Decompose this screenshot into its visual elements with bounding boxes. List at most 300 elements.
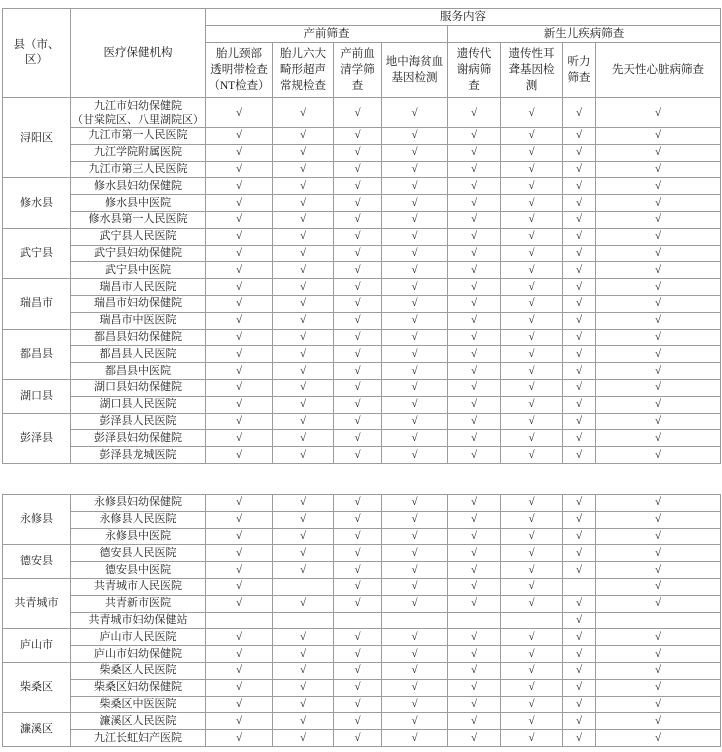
service-check-mark: √ <box>448 528 501 545</box>
table-row <box>3 730 721 747</box>
table-row <box>3 629 721 646</box>
service-check-mark: √ <box>501 595 563 612</box>
institution-cell <box>71 413 206 430</box>
service-check-mark: √ <box>448 629 501 646</box>
county-header-line: 县（市、 <box>13 39 60 51</box>
service-check-mark: √ <box>501 178 563 195</box>
service-check-mark: √ <box>448 595 501 612</box>
service-check-mark: √ <box>206 646 273 663</box>
service-check-mark: √ <box>382 578 448 595</box>
institution-name: 柴桑区中医医院 <box>99 697 177 710</box>
service-check-mark: √ <box>334 578 382 595</box>
service-check-mark: √ <box>206 629 273 646</box>
service-check-mark: √ <box>206 279 273 296</box>
service-check-mark: √ <box>273 662 334 679</box>
service-check-mark: √ <box>563 511 596 528</box>
column-header-line: 谢病筛 <box>456 64 492 76</box>
service-check-mark: √ <box>382 545 448 562</box>
service-check-mark: √ <box>273 562 334 579</box>
service-check-mark: √ <box>563 346 596 363</box>
service-check-mark: √ <box>596 646 721 663</box>
service-check-mark: √ <box>334 279 382 296</box>
column-header-line: 聋基因检 <box>508 64 555 76</box>
column-header-line: 筛查 <box>567 72 591 84</box>
service-check-mark: √ <box>448 195 501 212</box>
service-check-mark <box>206 612 273 629</box>
county-cell: 修水县 <box>3 178 71 228</box>
service-check-mark: √ <box>206 528 273 545</box>
institution-name: 柴桑区人民医院 <box>99 664 177 677</box>
service-check-mark: √ <box>501 128 563 145</box>
service-check-mark: √ <box>501 195 563 212</box>
service-check-mark: √ <box>448 128 501 145</box>
service-check-mark: √ <box>206 413 273 430</box>
service-check-mark: √ <box>596 430 721 447</box>
service-check-mark: √ <box>206 511 273 528</box>
service-check-mark: √ <box>501 346 563 363</box>
institution-name: 湖口县妇幼保健院 <box>94 381 182 394</box>
column-header-line: 产前血 <box>340 48 375 60</box>
institution-name: 都昌县中医院 <box>105 364 171 377</box>
service-check-mark: √ <box>206 447 273 464</box>
table-row <box>3 279 721 296</box>
institution-cell <box>71 578 206 595</box>
column-header-line: 先天性心脏病筛查 <box>612 64 704 76</box>
service-check-mark: √ <box>206 396 273 413</box>
table-row <box>3 312 721 329</box>
service-check-mark: √ <box>596 629 721 646</box>
service-check-mark: √ <box>273 128 334 145</box>
table-row <box>3 245 721 262</box>
service-check-mark: √ <box>563 228 596 245</box>
table-row <box>3 646 721 663</box>
institution-name: 德安县中医院 <box>105 563 171 576</box>
service-check-mark: √ <box>273 713 334 730</box>
table-row <box>3 545 721 562</box>
service-check-mark: √ <box>382 679 448 696</box>
institution-name: 湖口县人民医院 <box>99 398 177 411</box>
service-check-mark: √ <box>382 128 448 145</box>
service-check-mark: √ <box>273 295 334 312</box>
county-cell: 瑞昌市 <box>3 279 71 329</box>
institution-header: 医疗保健机构 <box>71 9 206 98</box>
service-check-mark: √ <box>563 245 596 262</box>
service-check-mark: √ <box>501 696 563 713</box>
service-check-mark: √ <box>596 262 721 279</box>
service-check-mark: √ <box>596 363 721 380</box>
service-check-mark: √ <box>596 447 721 464</box>
service-check-mark: √ <box>501 262 563 279</box>
institution-cell <box>71 447 206 464</box>
column-header-line: 测 <box>525 80 538 92</box>
service-check-mark: √ <box>273 346 334 363</box>
service-check-mark: √ <box>206 595 273 612</box>
table-row <box>3 662 721 679</box>
header-row <box>3 9 721 26</box>
screening-services-table <box>2 8 721 464</box>
service-column-header <box>563 43 596 98</box>
county-cell: 德安县 <box>3 545 71 579</box>
institution-name: 瑞昌市妇幼保健院 <box>94 297 182 310</box>
table-body <box>3 98 721 464</box>
service-check-mark: √ <box>563 679 596 696</box>
service-check-mark: √ <box>448 447 501 464</box>
column-header-line: 清学筛 <box>340 64 375 76</box>
service-check-mark: √ <box>334 396 382 413</box>
service-check-mark: √ <box>382 562 448 579</box>
service-check-mark: √ <box>563 612 596 629</box>
column-header-line: 胎儿六大 <box>280 48 326 60</box>
county-header-line: 区） <box>25 54 48 66</box>
institution-cell <box>71 144 206 161</box>
service-check-mark: √ <box>273 447 334 464</box>
institution-cell <box>71 511 206 528</box>
service-check-mark: √ <box>448 578 501 595</box>
service-check-mark: √ <box>501 713 563 730</box>
institution-name: 九江市第一人民医院 <box>88 129 188 142</box>
service-check-mark: √ <box>334 562 382 579</box>
service-check-mark: √ <box>563 279 596 296</box>
service-check-mark: √ <box>273 245 334 262</box>
service-check-mark: √ <box>273 262 334 279</box>
service-check-mark: √ <box>206 545 273 562</box>
service-check-mark: √ <box>273 696 334 713</box>
institution-name: 彭泽县龙城医院 <box>99 448 177 461</box>
institution-cell <box>71 228 206 245</box>
service-check-mark: √ <box>448 98 501 128</box>
institution-name: 武宁县中医院 <box>105 263 171 276</box>
service-check-mark: √ <box>448 413 501 430</box>
institution-cell <box>71 195 206 212</box>
table-row <box>3 696 721 713</box>
service-check-mark: √ <box>382 98 448 128</box>
service-check-mark: √ <box>206 379 273 396</box>
service-check-mark: √ <box>382 161 448 178</box>
service-check-mark: √ <box>596 679 721 696</box>
service-check-mark: √ <box>206 713 273 730</box>
service-check-mark: √ <box>448 228 501 245</box>
service-check-mark: √ <box>596 211 721 228</box>
service-check-mark <box>382 612 448 629</box>
service-check-mark: √ <box>501 511 563 528</box>
service-check-mark: √ <box>596 144 721 161</box>
institution-cell <box>71 495 206 512</box>
service-check-mark: √ <box>448 245 501 262</box>
service-check-mark <box>563 578 596 595</box>
service-check-mark: √ <box>273 511 334 528</box>
service-check-mark: √ <box>448 646 501 663</box>
service-check-mark: √ <box>501 312 563 329</box>
service-check-mark: √ <box>448 696 501 713</box>
table-row <box>3 713 721 730</box>
service-check-mark: √ <box>334 98 382 128</box>
service-check-mark: √ <box>334 730 382 747</box>
service-check-mark: √ <box>563 329 596 346</box>
service-check-mark: √ <box>448 161 501 178</box>
service-check-mark: √ <box>563 195 596 212</box>
service-check-mark: √ <box>334 528 382 545</box>
table-row <box>3 379 721 396</box>
service-check-mark: √ <box>448 144 501 161</box>
service-check-mark: √ <box>273 528 334 545</box>
service-check-mark: √ <box>596 413 721 430</box>
service-check-mark: √ <box>273 495 334 512</box>
service-check-mark: √ <box>334 245 382 262</box>
service-check-mark: √ <box>501 363 563 380</box>
service-check-mark: √ <box>596 379 721 396</box>
institution-cell <box>71 612 206 629</box>
service-check-mark: √ <box>448 211 501 228</box>
institution-name: 永修县中医院 <box>105 529 171 542</box>
table-row <box>3 679 721 696</box>
table-row <box>3 495 721 512</box>
service-check-mark: √ <box>382 312 448 329</box>
column-header-line: 透明带检查 <box>210 64 268 76</box>
county-cell: 庐山市 <box>3 629 71 663</box>
service-check-mark: √ <box>448 713 501 730</box>
service-check-mark: √ <box>206 662 273 679</box>
service-check-mark: √ <box>382 363 448 380</box>
service-check-mark: √ <box>334 128 382 145</box>
table-row <box>3 98 721 128</box>
institution-cell <box>71 562 206 579</box>
service-check-mark: √ <box>563 495 596 512</box>
service-check-mark: √ <box>382 595 448 612</box>
service-check-mark: √ <box>382 730 448 747</box>
service-check-mark: √ <box>501 447 563 464</box>
county-cell: 共青城市 <box>3 578 71 628</box>
service-check-mark: √ <box>501 528 563 545</box>
service-check-mark: √ <box>206 329 273 346</box>
service-check-mark: √ <box>273 161 334 178</box>
service-check-mark <box>448 612 501 629</box>
institution-name: 瑞昌市人民医院 <box>99 280 177 293</box>
service-check-mark: √ <box>334 295 382 312</box>
service-check-mark: √ <box>448 262 501 279</box>
service-check-mark: √ <box>382 629 448 646</box>
service-check-mark: √ <box>563 396 596 413</box>
service-check-mark: √ <box>334 696 382 713</box>
service-check-mark: √ <box>206 144 273 161</box>
service-check-mark: √ <box>501 144 563 161</box>
service-check-mark: √ <box>334 545 382 562</box>
prenatal-screening-header: 产前筛查 <box>206 26 448 43</box>
table-row <box>3 144 721 161</box>
service-check-mark: √ <box>206 679 273 696</box>
institution-cell <box>71 329 206 346</box>
service-check-mark: √ <box>501 662 563 679</box>
service-check-mark: √ <box>563 595 596 612</box>
service-check-mark: √ <box>596 528 721 545</box>
service-check-mark: √ <box>334 679 382 696</box>
service-check-mark: √ <box>596 511 721 528</box>
table-row <box>3 178 721 195</box>
column-header-line: （NT检查） <box>208 80 270 92</box>
county-cell: 柴桑区 <box>3 662 71 712</box>
service-check-mark: √ <box>334 447 382 464</box>
service-check-mark: √ <box>501 629 563 646</box>
service-check-mark: √ <box>273 228 334 245</box>
institution-cell <box>71 528 206 545</box>
institution-cell <box>71 295 206 312</box>
service-check-mark: √ <box>596 295 721 312</box>
service-check-mark: √ <box>206 245 273 262</box>
column-header-line: 常规检查 <box>280 80 326 92</box>
service-check-mark: √ <box>382 329 448 346</box>
service-check-mark: √ <box>563 211 596 228</box>
institution-name: 德安县人民医院 <box>99 546 177 559</box>
service-check-mark: √ <box>501 211 563 228</box>
institution-name: 柴桑区妇幼保健院 <box>94 681 182 694</box>
service-check-mark: √ <box>596 195 721 212</box>
service-content-header: 服务内容 <box>206 9 721 26</box>
institution-cell <box>71 545 206 562</box>
service-check-mark: √ <box>273 679 334 696</box>
service-check-mark: √ <box>563 413 596 430</box>
service-check-mark: √ <box>501 495 563 512</box>
institution-cell <box>71 211 206 228</box>
service-check-mark: √ <box>596 279 721 296</box>
table-row <box>3 595 721 612</box>
service-check-mark: √ <box>273 363 334 380</box>
service-check-mark: √ <box>334 178 382 195</box>
service-check-mark: √ <box>206 128 273 145</box>
service-check-mark: √ <box>563 312 596 329</box>
table-row <box>3 413 721 430</box>
service-check-mark: √ <box>563 696 596 713</box>
service-check-mark: √ <box>596 730 721 747</box>
service-check-mark: √ <box>563 629 596 646</box>
table-body <box>3 495 721 747</box>
institution-name: 九江学院附属医院 <box>94 146 182 159</box>
service-check-mark: √ <box>206 195 273 212</box>
column-header-line: 胎儿颈部 <box>216 48 262 60</box>
service-check-mark: √ <box>596 329 721 346</box>
table-row <box>3 161 721 178</box>
column-header-line: 遗传代 <box>456 48 492 60</box>
institution-cell <box>71 662 206 679</box>
service-check-mark: √ <box>448 679 501 696</box>
institution-cell <box>71 595 206 612</box>
service-check-mark: √ <box>382 646 448 663</box>
service-check-mark: √ <box>273 211 334 228</box>
service-check-mark: √ <box>382 662 448 679</box>
service-check-mark: √ <box>563 662 596 679</box>
service-check-mark: √ <box>382 228 448 245</box>
service-check-mark: √ <box>448 312 501 329</box>
service-check-mark: √ <box>206 730 273 747</box>
table-row <box>3 447 721 464</box>
institution-name: 九江市妇幼保健院 <box>94 99 182 112</box>
service-check-mark: √ <box>334 662 382 679</box>
service-check-mark: √ <box>382 178 448 195</box>
column-header-line: 地中海贫血 <box>385 56 444 68</box>
service-check-mark: √ <box>563 447 596 464</box>
service-check-mark: √ <box>563 379 596 396</box>
service-check-mark: √ <box>334 329 382 346</box>
service-check-mark: √ <box>596 595 721 612</box>
service-check-mark: √ <box>448 662 501 679</box>
county-cell: 都昌县 <box>3 329 71 379</box>
service-check-mark: √ <box>501 396 563 413</box>
service-check-mark: √ <box>501 245 563 262</box>
service-check-mark: √ <box>206 363 273 380</box>
institution-cell <box>71 430 206 447</box>
service-check-mark: √ <box>501 228 563 245</box>
service-column-header <box>334 43 382 98</box>
service-check-mark: √ <box>206 562 273 579</box>
service-check-mark: √ <box>448 178 501 195</box>
institution-name: 濂溪区人民医院 <box>99 714 177 727</box>
institution-cell <box>71 98 206 128</box>
service-check-mark: √ <box>382 295 448 312</box>
service-check-mark: √ <box>334 161 382 178</box>
column-header-line: 畸形超声 <box>280 64 326 76</box>
table-row <box>3 396 721 413</box>
table-row <box>3 262 721 279</box>
institution-cell <box>71 646 206 663</box>
table-row <box>3 295 721 312</box>
service-check-mark: √ <box>563 262 596 279</box>
service-check-mark: √ <box>382 195 448 212</box>
service-check-mark: √ <box>501 279 563 296</box>
institution-name: 修水县第一人民医院 <box>88 213 188 226</box>
service-check-mark: √ <box>334 195 382 212</box>
institution-name: 永修县人民医院 <box>99 513 177 526</box>
service-check-mark: √ <box>448 295 501 312</box>
service-check-mark: √ <box>501 329 563 346</box>
service-check-mark: √ <box>596 562 721 579</box>
institution-cell <box>71 730 206 747</box>
service-check-mark: √ <box>563 98 596 128</box>
service-check-mark: √ <box>448 379 501 396</box>
institution-cell <box>71 312 206 329</box>
service-check-mark: √ <box>273 279 334 296</box>
service-check-mark: √ <box>273 629 334 646</box>
table-row <box>3 562 721 579</box>
service-check-mark: √ <box>448 730 501 747</box>
screening-services-table-continued <box>2 494 721 747</box>
service-check-mark: √ <box>273 329 334 346</box>
service-check-mark: √ <box>206 262 273 279</box>
service-check-mark: √ <box>596 696 721 713</box>
service-check-mark: √ <box>382 696 448 713</box>
service-check-mark: √ <box>596 396 721 413</box>
institution-cell <box>71 629 206 646</box>
service-check-mark: √ <box>448 396 501 413</box>
service-check-mark: √ <box>273 646 334 663</box>
service-check-mark: √ <box>563 430 596 447</box>
service-check-mark: √ <box>563 562 596 579</box>
column-header-line: 基因检测 <box>391 72 438 84</box>
service-check-mark: √ <box>501 430 563 447</box>
service-check-mark: √ <box>596 713 721 730</box>
service-check-mark: √ <box>596 245 721 262</box>
service-check-mark: √ <box>334 430 382 447</box>
table-row <box>3 511 721 528</box>
service-check-mark: √ <box>206 346 273 363</box>
service-check-mark: √ <box>596 662 721 679</box>
table-row <box>3 346 721 363</box>
service-check-mark: √ <box>334 211 382 228</box>
table-row <box>3 211 721 228</box>
service-check-mark: √ <box>563 545 596 562</box>
service-column-header <box>206 43 273 98</box>
service-check-mark: √ <box>334 144 382 161</box>
service-check-mark: √ <box>596 178 721 195</box>
service-check-mark: √ <box>382 379 448 396</box>
service-check-mark: √ <box>382 346 448 363</box>
